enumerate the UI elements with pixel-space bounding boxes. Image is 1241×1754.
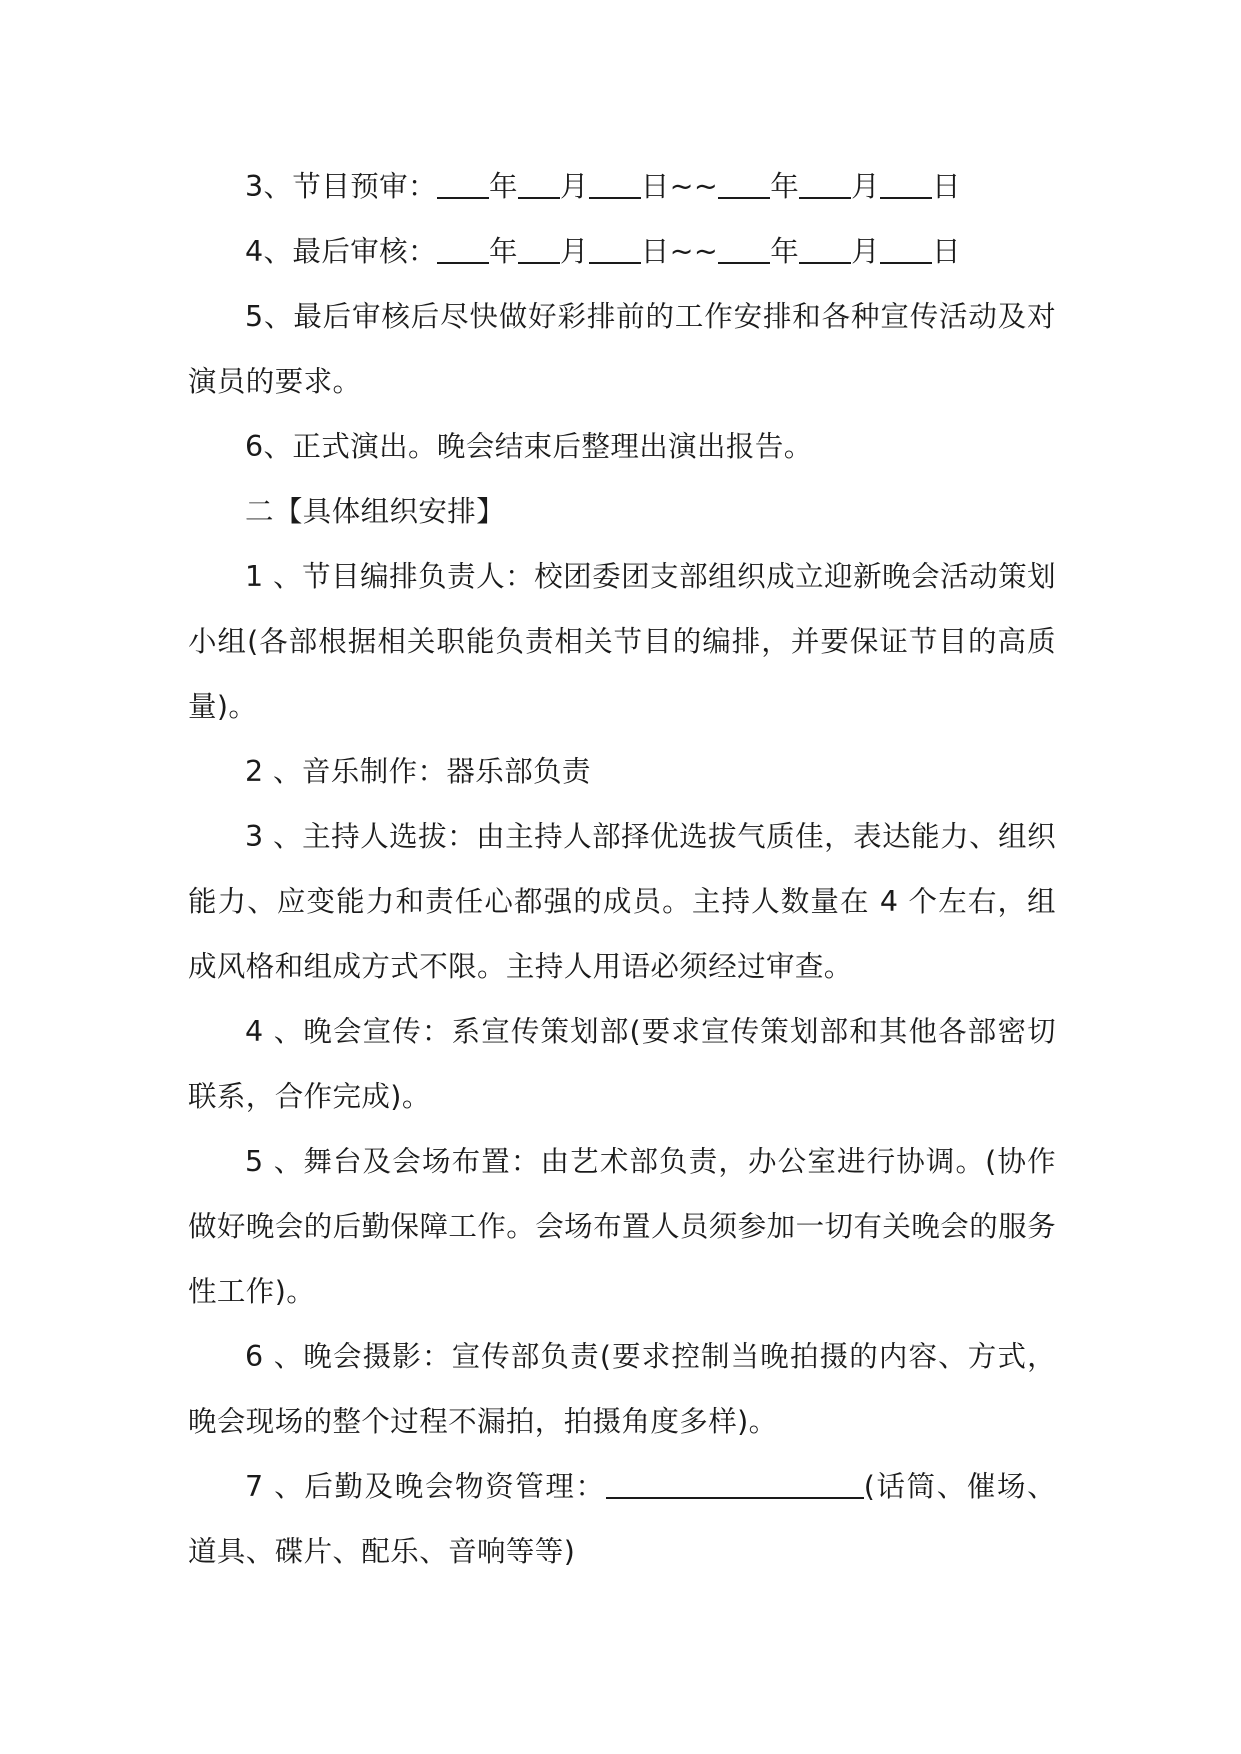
blank-field — [518, 169, 560, 200]
item-2: 2 、音乐制作：器乐部负责 — [245, 755, 591, 788]
blank-field — [880, 169, 932, 200]
blank-field — [437, 169, 489, 200]
paragraph-5: 5、最后审核后尽快做好彩排前的工作安排和各种宣传活动及对演员的要求。 — [188, 300, 1056, 398]
document-body — [188, 154, 1056, 1584]
blank-field — [880, 234, 932, 265]
section-heading: 二【具体组织安排】 — [245, 495, 506, 528]
blank-field — [518, 234, 560, 265]
paragraph-6: 6、正式演出。晚会结束后整理出演出报告。 — [245, 430, 813, 463]
blank-field — [799, 234, 851, 265]
item-7: 7 、后勤及晚会物资管理： (话筒、催场、道具、碟片、配乐、音响等等) — [188, 1470, 1056, 1568]
blank-field — [589, 234, 641, 265]
blank-field — [437, 234, 489, 265]
blank-field — [718, 234, 770, 265]
item-4: 4 、晚会宣传：系宣传策划部(要求宣传策划部和其他各部密切联系，合作完成)。 — [188, 1015, 1056, 1113]
item-5: 5 、舞台及会场布置：由艺术部负责，办公室进行协调。(协作做好晚会的后勤保障工作。会场布置人员须参加一切有关晚会的服务性工作)。 — [188, 1145, 1056, 1308]
item-3: 3 、主持人选拔：由主持人部择优选拔气质佳，表达能力、组织能力、应变能力和责任心都强的成员。主持人数量在 4 个左右，组成风格和组成方式不限。主持人用语必须经过审查。 — [188, 820, 1056, 983]
schedule-line-final: 4、最后审核： 年 月 日~~ 年 月 日 — [245, 235, 961, 268]
blank-field — [606, 1469, 864, 1500]
blank-field — [718, 169, 770, 200]
item-6: 6 、晚会摄影：宣传部负责(要求控制当晚拍摄的内容、方式，晚会现场的整个过程不漏拍，拍摄角度多样)。 — [188, 1340, 1056, 1438]
blank-field — [799, 169, 851, 200]
schedule-line-preview: 3、节目预审： 年 月 日~~ 年 月 日 — [245, 170, 961, 203]
item-1: 1 、节目编排负责人：校团委团支部组织成立迎新晚会活动策划小组(各部根据相关职能负责相关节目的编排，并要保证节目的高质量)。 — [188, 560, 1056, 723]
blank-field — [589, 169, 641, 200]
